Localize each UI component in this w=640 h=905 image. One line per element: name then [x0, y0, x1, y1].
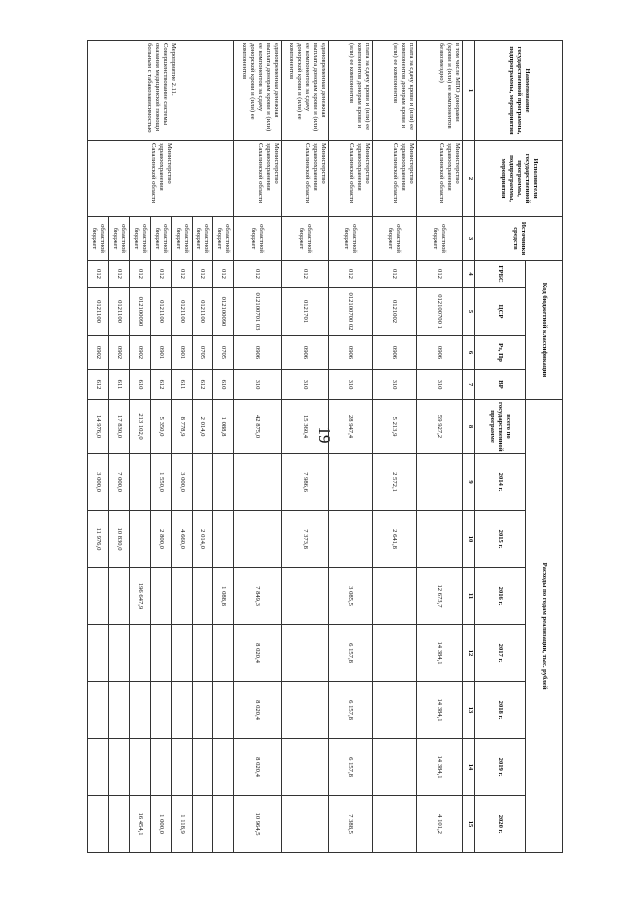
- year-2018-cell: 14 384,1: [416, 682, 462, 739]
- source-cell: областной бюджет: [328, 217, 372, 261]
- executor-cell: Министерство здравоохранения Сахалинской области: [416, 141, 462, 217]
- year-2019-cell: [372, 739, 416, 796]
- grbs-cell: 012: [150, 261, 171, 288]
- year-2020-cell: 1 118,9: [171, 796, 192, 853]
- year-2014-cell: [328, 454, 372, 511]
- col-index: 2: [462, 141, 474, 217]
- header-year: 2016 г.: [475, 568, 526, 625]
- year-2016-cell: [150, 568, 171, 625]
- vr-cell: 310: [328, 370, 372, 400]
- page-number: 19: [315, 426, 334, 444]
- year-2020-cell: [192, 796, 213, 853]
- executor-cell: Министерство здравоохранения Сахалинской области: [328, 141, 372, 217]
- vr-cell: 612: [192, 370, 213, 400]
- header-year: 2014 г.: [475, 454, 526, 511]
- col-index: 11: [462, 568, 474, 625]
- table-row: [281, 41, 328, 853]
- table-row: [213, 41, 234, 853]
- csr-cell: 012100090: [213, 288, 234, 336]
- year-2014-cell: [234, 454, 281, 511]
- header-budget-code: Код бюджетной классификации: [525, 261, 562, 400]
- year-2018-cell: [213, 682, 234, 739]
- total-cell: 2 014,0: [192, 400, 213, 454]
- year-2018-cell: [150, 682, 171, 739]
- header-source: Источники средств: [475, 217, 563, 261]
- source-cell: областной бюджет: [281, 217, 328, 261]
- year-2016-cell: 3 085,5: [328, 568, 372, 625]
- header-year: 2017 г.: [475, 625, 526, 682]
- rzpr-cell: 0906: [328, 336, 372, 370]
- year-2019-cell: [108, 739, 129, 796]
- executor-cell: Министерство здравоохранения Сахалинской области: [372, 141, 416, 217]
- year-2016-cell: 7 849,3: [234, 568, 281, 625]
- year-2015-cell: [213, 511, 234, 568]
- source-cell: областной бюджет: [129, 217, 150, 261]
- year-2016-cell: [372, 568, 416, 625]
- year-2014-cell: [213, 454, 234, 511]
- year-2020-cell: [108, 796, 129, 853]
- vr-cell: 612: [150, 370, 171, 400]
- grbs-cell: 012: [171, 261, 192, 288]
- year-2014-cell: 3 000,0: [88, 454, 109, 511]
- source-cell: областной бюджет: [192, 217, 213, 261]
- header-year: 2019 г.: [475, 739, 526, 796]
- year-2019-cell: 6 157,8: [328, 739, 372, 796]
- col-index: 12: [462, 625, 474, 682]
- year-2019-cell: [150, 739, 171, 796]
- year-2018-cell: 6 157,8: [328, 682, 372, 739]
- total-cell: 5 350,0: [150, 400, 171, 454]
- year-2017-cell: [108, 625, 129, 682]
- rotated-table-wrapper: [87, 40, 563, 853]
- csr-cell: 0121002: [372, 288, 416, 336]
- grbs-cell: 012: [234, 261, 281, 288]
- col-index: 13: [462, 682, 474, 739]
- col-index: 10: [462, 511, 474, 568]
- col-index: 5: [462, 288, 474, 336]
- table-row: [234, 41, 281, 853]
- vr-cell: 611: [108, 370, 129, 400]
- year-2020-cell: [213, 796, 234, 853]
- measure-name-cell: плата за сдачу крови и (или) ее компонентов донорам крови и (или) ее компонентов: [328, 41, 372, 141]
- grbs-cell: 012: [372, 261, 416, 288]
- total-cell: 15 360,4: [281, 400, 328, 454]
- grbs-cell: 012: [328, 261, 372, 288]
- source-cell: областной бюджет: [150, 217, 171, 261]
- csr-cell: 0121100: [108, 288, 129, 336]
- year-2017-cell: 6 157,8: [328, 625, 372, 682]
- vr-cell: 610: [129, 370, 150, 400]
- year-2017-cell: [372, 625, 416, 682]
- year-2020-cell: [281, 796, 328, 853]
- year-2017-cell: 8 020,4: [234, 625, 281, 682]
- rzpr-cell: 0906: [372, 336, 416, 370]
- col-index: 15: [462, 796, 474, 853]
- year-2014-cell: 2 572,1: [372, 454, 416, 511]
- measure-name-cell: единовременная денежная выплата донорам крови и (или) ее компонентов за сдачу донорской крови и (или) ее компонентов: [234, 41, 281, 141]
- year-2018-cell: [108, 682, 129, 739]
- vr-cell: 310: [372, 370, 416, 400]
- year-2014-cell: 7 986,6: [281, 454, 328, 511]
- csr-cell: 012100700 1: [416, 288, 462, 336]
- year-2019-cell: [192, 739, 213, 796]
- source-cell: областной бюджет: [88, 217, 109, 261]
- table-row: [416, 41, 462, 853]
- year-2019-cell: 8 020,4: [234, 739, 281, 796]
- source-cell: областной бюджет: [171, 217, 192, 261]
- year-2020-cell: [88, 796, 109, 853]
- col-index: 14: [462, 739, 474, 796]
- year-2017-cell: [171, 625, 192, 682]
- year-2019-cell: 14 384,1: [416, 739, 462, 796]
- total-cell: 28 947,4: [328, 400, 372, 454]
- executor-cell: Министерство здравоохранения Сахалинской области: [88, 141, 234, 217]
- budget-table: [87, 40, 563, 853]
- total-cell: 17 830,0: [108, 400, 129, 454]
- measure-name-cell: Мероприятие 2.11. Совершенствование системы оказания медицинской помощи больным с табакозависимостью: [88, 41, 234, 141]
- year-2020-cell: 10 964,5: [234, 796, 281, 853]
- source-cell: областной бюджет: [213, 217, 234, 261]
- col-index: 8: [462, 400, 474, 454]
- rzpr-cell: 0902: [129, 336, 150, 370]
- source-cell: областной бюджет: [372, 217, 416, 261]
- grbs-cell: 012: [108, 261, 129, 288]
- total-cell: 213 102,0: [129, 400, 150, 454]
- vr-cell: 612: [88, 370, 109, 400]
- grbs-cell: 012: [416, 261, 462, 288]
- csr-cell: 012100700 02: [328, 288, 372, 336]
- rzpr-cell: 0902: [108, 336, 129, 370]
- csr-cell: 012100090: [129, 288, 150, 336]
- year-2019-cell: [88, 739, 109, 796]
- header-row-1: [525, 41, 562, 853]
- year-2020-cell: 16 454,1: [129, 796, 150, 853]
- year-2020-cell: 4 101,2: [416, 796, 462, 853]
- header-expenses: Расходы по годам реализации, тыс. рублей: [525, 400, 562, 853]
- rzpr-cell: 0705: [213, 336, 234, 370]
- col-index: 1: [462, 41, 474, 141]
- year-2018-cell: [88, 682, 109, 739]
- year-2018-cell: [192, 682, 213, 739]
- vr-cell: 310: [234, 370, 281, 400]
- header-name: Наименование государственной программы, подпрограммы, мероприятия: [475, 41, 563, 141]
- year-2016-cell: [108, 568, 129, 625]
- total-cell: 14 976,0: [88, 400, 109, 454]
- year-2018-cell: [129, 682, 150, 739]
- year-2017-cell: [281, 625, 328, 682]
- year-2014-cell: [416, 454, 462, 511]
- header-grbs: ГРБС: [475, 261, 526, 288]
- year-2019-cell: [213, 739, 234, 796]
- rzpr-cell: 0906: [234, 336, 281, 370]
- rzpr-cell: 0906: [281, 336, 328, 370]
- grbs-cell: 012: [129, 261, 150, 288]
- measure-name-cell: единовременная денежная выплата донорам крови и (или) ее компонентов за сдачу донорской крови и (или) ее компонентов: [281, 41, 328, 141]
- year-2015-cell: 11 976,0: [88, 511, 109, 568]
- year-2015-cell: 2 641,8: [372, 511, 416, 568]
- year-2020-cell: 1 000,0: [150, 796, 171, 853]
- csr-cell: 0121100: [150, 288, 171, 336]
- csr-cell: 0121100: [171, 288, 192, 336]
- col-index: 6: [462, 336, 474, 370]
- year-2014-cell: 7 000,0: [108, 454, 129, 511]
- year-2018-cell: [171, 682, 192, 739]
- year-2016-cell: [88, 568, 109, 625]
- vr-cell: 310: [416, 370, 462, 400]
- total-cell: 5 213,9: [372, 400, 416, 454]
- total-cell: 59 927,2: [416, 400, 462, 454]
- column-index-row: [462, 41, 474, 853]
- header-rzpr: Рз, Пр: [475, 336, 526, 370]
- header-vr: ВР: [475, 370, 526, 400]
- source-cell: областной бюджет: [108, 217, 129, 261]
- year-2017-cell: [192, 625, 213, 682]
- table-row: [328, 41, 372, 853]
- measure-name-cell: в том числе МПО донорами (крови и (или) ее компонентов безвозмездно): [416, 41, 462, 141]
- year-2018-cell: 8 020,4: [234, 682, 281, 739]
- year-2015-cell: 4 660,0: [171, 511, 192, 568]
- table-row: [372, 41, 416, 853]
- csr-cell: 0121100: [88, 288, 109, 336]
- grbs-cell: 012: [281, 261, 328, 288]
- year-2014-cell: 1 550,0: [150, 454, 171, 511]
- year-2015-cell: [129, 511, 150, 568]
- rzpr-cell: 0902: [88, 336, 109, 370]
- year-2015-cell: 7 373,8: [281, 511, 328, 568]
- year-2017-cell: [129, 625, 150, 682]
- year-2015-cell: [328, 511, 372, 568]
- year-2017-cell: [213, 625, 234, 682]
- vr-cell: 611: [171, 370, 192, 400]
- vr-cell: 610: [213, 370, 234, 400]
- year-2017-cell: [150, 625, 171, 682]
- year-2016-cell: [281, 568, 328, 625]
- measure-name-cell: плата за сдачу крови и (или) ее компонентов донорам крови и (или) ее компонентов: [372, 41, 416, 141]
- year-2015-cell: [234, 511, 281, 568]
- year-2016-cell: 196 647,9: [129, 568, 150, 625]
- year-2016-cell: 12 673,7: [416, 568, 462, 625]
- col-index: 9: [462, 454, 474, 511]
- header-total: всего по государственной программе: [475, 400, 526, 454]
- csr-cell: 0121100: [192, 288, 213, 336]
- year-2019-cell: [281, 739, 328, 796]
- year-2017-cell: [88, 625, 109, 682]
- total-cell: 8 778,9: [171, 400, 192, 454]
- year-2016-cell: [171, 568, 192, 625]
- col-index: 3: [462, 217, 474, 261]
- year-2014-cell: 3 000,0: [171, 454, 192, 511]
- grbs-cell: 012: [192, 261, 213, 288]
- year-2020-cell: 7 388,5: [328, 796, 372, 853]
- vr-cell: 310: [281, 370, 328, 400]
- year-2016-cell: [192, 568, 213, 625]
- year-2015-cell: 10 830,0: [108, 511, 129, 568]
- executor-cell: Министерство здравоохранения Сахалинской области: [234, 141, 281, 217]
- year-2018-cell: [281, 682, 328, 739]
- executor-cell: Министерство здравоохранения Сахалинской области: [281, 141, 328, 217]
- year-2016-cell: 1 088,8: [213, 568, 234, 625]
- year-2019-cell: [171, 739, 192, 796]
- header-year: 2018 г.: [475, 682, 526, 739]
- header-csr: ЦСР: [475, 288, 526, 336]
- source-cell: областной бюджет: [416, 217, 462, 261]
- rzpr-cell: 0901: [171, 336, 192, 370]
- header-executor: Исполнители государственной программы, подпрограммы, мероприятия: [475, 141, 563, 217]
- rzpr-cell: 0705: [192, 336, 213, 370]
- header-year: 2020 г.: [475, 796, 526, 853]
- year-2014-cell: [192, 454, 213, 511]
- year-2017-cell: 14 384,1: [416, 625, 462, 682]
- total-cell: 1 088,8: [213, 400, 234, 454]
- year-2019-cell: [129, 739, 150, 796]
- csr-cell: 012100701 03: [234, 288, 281, 336]
- col-index: 7: [462, 370, 474, 400]
- total-cell: 42 875,0: [234, 400, 281, 454]
- rzpr-cell: 0906: [416, 336, 462, 370]
- year-2020-cell: [372, 796, 416, 853]
- grbs-cell: 012: [213, 261, 234, 288]
- source-cell: областной бюджет: [234, 217, 281, 261]
- grbs-cell: 012: [88, 261, 109, 288]
- year-2014-cell: [129, 454, 150, 511]
- year-2015-cell: 2 800,0: [150, 511, 171, 568]
- year-2015-cell: [416, 511, 462, 568]
- year-2018-cell: [372, 682, 416, 739]
- header-year: 2015 г.: [475, 511, 526, 568]
- rzpr-cell: 0901: [150, 336, 171, 370]
- col-index: 4: [462, 261, 474, 288]
- year-2015-cell: 2 014,0: [192, 511, 213, 568]
- csr-cell: 0121701: [281, 288, 328, 336]
